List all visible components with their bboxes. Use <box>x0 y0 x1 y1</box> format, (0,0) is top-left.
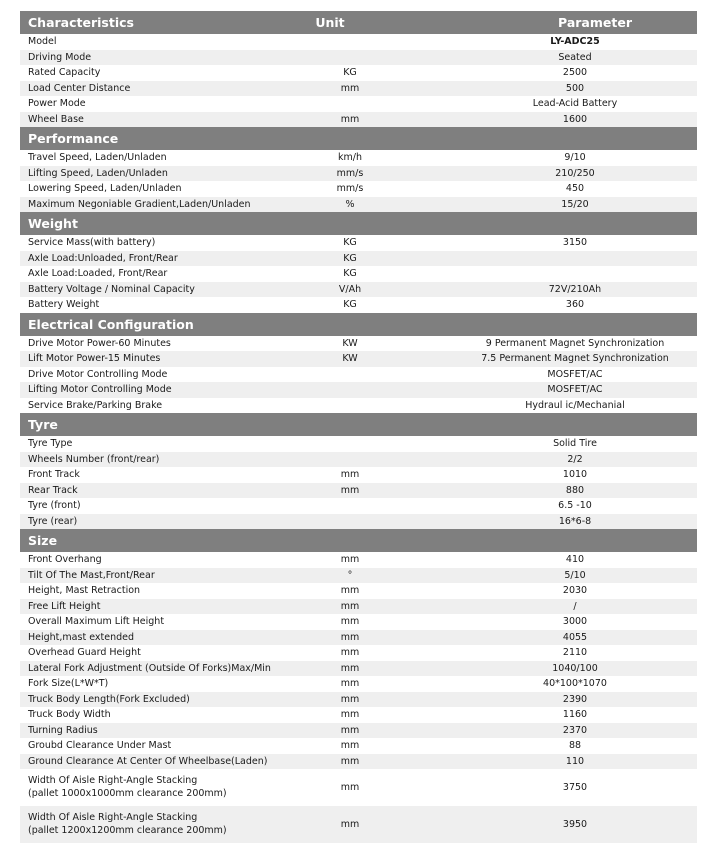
row-value: 3750 <box>562 782 588 793</box>
row-label: Turning Radius <box>28 724 98 736</box>
row-unit: mm <box>340 678 360 689</box>
row-label: Fork Size(L*W*T) <box>28 678 109 689</box>
row-label: Lift Motor Power-15 Minutes <box>28 353 161 364</box>
table-row <box>20 398 697 414</box>
row-unit: mm <box>340 484 360 496</box>
row-unit: ° <box>347 569 353 581</box>
row-label: Power Mode <box>28 98 86 109</box>
row-label: Axle Load:Unloaded, Front/Rear <box>28 252 178 264</box>
row-unit: mm <box>340 724 360 736</box>
row-value: 2110 <box>562 647 588 658</box>
row-unit: mm <box>340 755 360 767</box>
header-parameter: Parameter <box>558 15 632 30</box>
row-value: MOSFET/AC <box>547 384 603 395</box>
table-row <box>20 769 697 806</box>
row-value: 9 Permanent Magnet Synchronization <box>485 337 665 349</box>
row-label: Axle Load:Loaded, Front/Rear <box>28 268 168 279</box>
row-value: 1010 <box>562 469 588 480</box>
row-label: Height, Mast Retraction <box>28 585 141 596</box>
row-label: Front Overhang <box>28 554 102 565</box>
row-value: Solid Tire <box>553 438 597 449</box>
row-value: Hydraul ic/Mechanial <box>525 399 625 411</box>
row-value: 210/250 <box>555 167 595 179</box>
row-label: Battery Weight <box>28 299 100 310</box>
row-label: Rated Capacity <box>28 67 101 78</box>
table-row <box>20 738 697 754</box>
row-value: 880 <box>565 484 585 496</box>
row-value: 410 <box>565 554 585 565</box>
table-row <box>20 661 697 677</box>
row-unit: KW <box>342 337 358 349</box>
section-header: Performance <box>20 127 697 150</box>
row-value: 3000 <box>562 616 588 627</box>
row-label: Wheels Number (front/rear) <box>28 453 160 465</box>
row-unit: mm <box>340 554 360 565</box>
row-value: 88 <box>568 740 582 751</box>
table-header <box>20 11 697 34</box>
row-label: Lifting Speed, Laden/Unladen <box>28 167 168 179</box>
row-label: Model <box>28 36 57 47</box>
row-unit: mm/s <box>336 167 364 179</box>
row-label: Lowering Speed, Laden/Unladen <box>28 183 182 194</box>
row-unit: V/Ah <box>338 283 362 295</box>
row-unit: mm <box>340 819 360 830</box>
table-row <box>20 96 697 112</box>
table-row <box>20 514 697 530</box>
table-row <box>20 251 697 267</box>
table-row <box>20 297 697 313</box>
table-row <box>20 65 697 81</box>
table-row <box>20 197 697 213</box>
section-header: Electrical Configuration <box>20 313 697 336</box>
table-row <box>20 754 697 770</box>
row-unit: mm <box>340 585 360 596</box>
row-value: LY-ADC25 <box>550 36 600 47</box>
row-unit: mm <box>340 647 360 658</box>
row-value: 3150 <box>562 237 588 248</box>
row-unit: mm <box>340 782 360 793</box>
row-unit: km/h <box>338 152 362 163</box>
row-value: 2500 <box>562 67 588 78</box>
row-value: 2030 <box>562 585 588 596</box>
row-unit: mm <box>340 631 360 643</box>
table-row <box>20 181 697 197</box>
header-characteristics: Characteristics <box>28 15 134 30</box>
row-value: 7.5 Permanent Magnet Synchronization <box>481 353 669 364</box>
row-unit: mm <box>340 82 360 94</box>
row-value: 72V/210Ah <box>548 283 602 295</box>
row-label: Battery Voltage / Nominal Capacity <box>28 283 195 295</box>
row-unit: mm <box>340 662 360 674</box>
row-unit: mm <box>340 113 360 125</box>
table-row <box>20 568 697 584</box>
row-label: Free Lift Height <box>28 600 101 612</box>
row-unit: mm <box>340 693 360 705</box>
table-row <box>20 336 697 352</box>
table-row <box>20 150 697 166</box>
row-value: 2390 <box>562 693 588 705</box>
row-unit: KG <box>343 299 357 310</box>
table-row <box>20 806 697 843</box>
table-row <box>20 382 697 398</box>
row-label: Drive Motor Controlling Mode <box>28 368 168 380</box>
row-label: Wheel Base <box>28 113 84 125</box>
table-row <box>20 599 697 615</box>
row-label: Rear Track <box>28 484 78 496</box>
row-value: 2370 <box>562 724 588 736</box>
table-row <box>20 282 697 298</box>
table-row <box>20 34 697 50</box>
row-value: 16*6-8 <box>558 515 592 527</box>
row-label: Lifting Motor Controlling Mode <box>28 384 172 395</box>
row-label: Tyre (front) <box>28 500 81 511</box>
row-label: Lateral Fork Adjustment (Outside Of Forks)Max/Min <box>28 662 271 674</box>
row-value: 9/10 <box>564 152 586 163</box>
table-row <box>20 614 697 630</box>
row-unit: mm <box>340 600 360 612</box>
row-value: 500 <box>565 82 585 94</box>
row-value: 110 <box>565 755 585 767</box>
row-label: Travel Speed, Laden/Unladen <box>28 152 167 163</box>
row-label: Maximum Negoniable Gradient,Laden/Unladen <box>28 198 251 210</box>
table-row <box>20 452 697 468</box>
row-label: Service Mass(with battery) <box>28 237 156 248</box>
spec-table <box>20 11 697 843</box>
row-value: Lead-Acid Battery <box>532 98 618 109</box>
row-value: 1160 <box>562 709 588 720</box>
section-header: Size <box>20 529 697 552</box>
table-row <box>20 498 697 514</box>
row-value: 15/20 <box>561 198 589 210</box>
table-row <box>20 676 697 692</box>
row-label: Load Center Distance <box>28 82 131 94</box>
row-label: Service Brake/Parking Brake <box>28 399 163 411</box>
row-label: Ground Clearance At Center Of Wheelbase(Laden) <box>28 755 268 767</box>
row-value: 6.5 -10 <box>558 500 592 511</box>
row-label: Width Of Aisle Right-Angle Stacking (pallet 1200x1200mm clearance 200mm) <box>28 812 227 836</box>
row-unit: KW <box>342 353 358 364</box>
table-row <box>20 552 697 568</box>
table-row <box>20 81 697 97</box>
row-label: Overhead Guard Height <box>28 647 141 658</box>
table-row <box>20 467 697 483</box>
table-row <box>20 50 697 66</box>
row-label: Drive Motor Power-60 Minutes <box>28 337 171 349</box>
table-row <box>20 583 697 599</box>
row-label: Height,mast extended <box>28 631 134 643</box>
row-unit: mm/s <box>336 183 364 194</box>
row-label: Overall Maximum Lift Height <box>28 616 165 627</box>
row-value: 1040/100 <box>552 662 598 674</box>
row-value: 40*100*1070 <box>543 678 607 689</box>
row-label: Tyre Type <box>28 438 73 449</box>
table-row <box>20 367 697 383</box>
row-value: 5/10 <box>564 569 586 581</box>
row-value: Seated <box>558 51 592 63</box>
row-value: 4055 <box>562 631 588 643</box>
row-unit: mm <box>340 709 360 720</box>
row-label: Tilt Of The Mast,Front/Rear <box>28 569 155 581</box>
header-unit: Unit <box>315 15 345 30</box>
row-unit: KG <box>343 67 357 78</box>
row-value: 3950 <box>562 819 588 830</box>
table-body <box>20 34 697 843</box>
row-value: 360 <box>565 299 585 310</box>
table-row <box>20 483 697 499</box>
row-unit: KG <box>343 237 357 248</box>
table-row <box>20 436 697 452</box>
row-value: 450 <box>565 183 585 194</box>
table-row <box>20 351 697 367</box>
table-row <box>20 235 697 251</box>
row-value: 1600 <box>562 113 588 125</box>
table-row <box>20 707 697 723</box>
row-unit: mm <box>340 469 360 480</box>
section-header: Tyre <box>20 413 697 436</box>
row-label: Width Of Aisle Right-Angle Stacking (pallet 1000x1000mm clearance 200mm) <box>28 775 227 799</box>
row-unit: mm <box>340 740 360 751</box>
table-row <box>20 645 697 661</box>
row-label: Truck Body Length(Fork Excluded) <box>28 693 190 705</box>
table-row <box>20 166 697 182</box>
table-row <box>20 692 697 708</box>
row-label: Front Track <box>28 469 80 480</box>
row-unit: mm <box>340 616 360 627</box>
row-unit: KG <box>343 268 357 279</box>
row-unit: KG <box>343 252 357 264</box>
row-unit: % <box>345 198 355 210</box>
row-value: 2/2 <box>567 453 583 465</box>
row-value: / <box>573 600 577 612</box>
table-row <box>20 630 697 646</box>
section-header: Weight <box>20 212 697 235</box>
table-row <box>20 723 697 739</box>
row-label: Tyre (rear) <box>28 515 78 527</box>
table-row <box>20 112 697 128</box>
table-row <box>20 266 697 282</box>
row-label: Truck Body Width <box>28 709 111 720</box>
row-value: MOSFET/AC <box>547 368 603 380</box>
row-label: Groubd Clearance Under Mast <box>28 740 172 751</box>
row-label: Driving Mode <box>28 51 92 63</box>
